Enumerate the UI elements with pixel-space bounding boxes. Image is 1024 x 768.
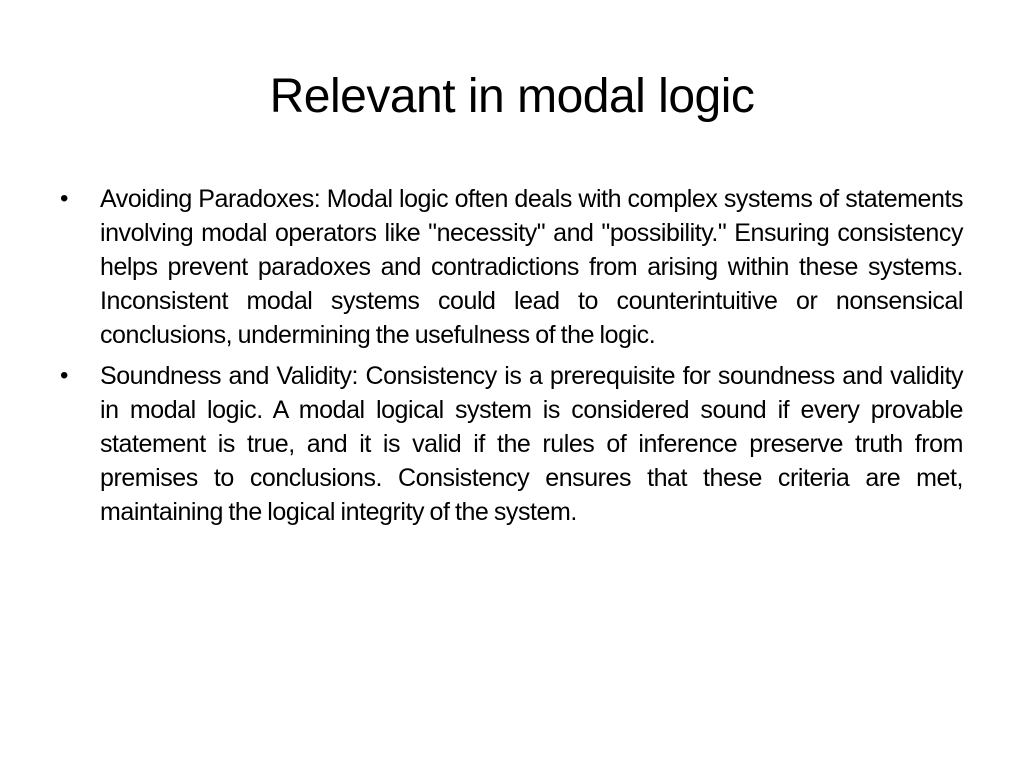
bullet-item-soundness-validity [60,359,963,529]
bullet-list [60,182,963,536]
bullet-text: Soundness and Validity: Consistency is a prerequisite for soundness and validity in modal logic. A modal logical system is considered sound if every provable statement is true, and it is valid if the rules of inference preserve truth from premises to conclusions. Consistency ensures that these criteria are met, maintaining the logical integrity of the system. [100,362,963,526]
slide-title: Relevant in modal logic [269,70,755,123]
bullet-text: Avoiding Paradoxes: Modal logic often deals with complex systems of statements involving modal operators like "necessity" and "possibility." Ensuring consistency helps prevent paradoxes and contradictions from arising within these systems. Inconsistent modal systems could lead to counterintuitive or nonsensical conclusions, undermining the usefulness of the logic. [100,185,963,349]
bullet-icon: • [60,185,69,212]
bullet-item-avoiding-paradoxes [60,182,963,352]
bullet-icon: • [60,362,69,389]
